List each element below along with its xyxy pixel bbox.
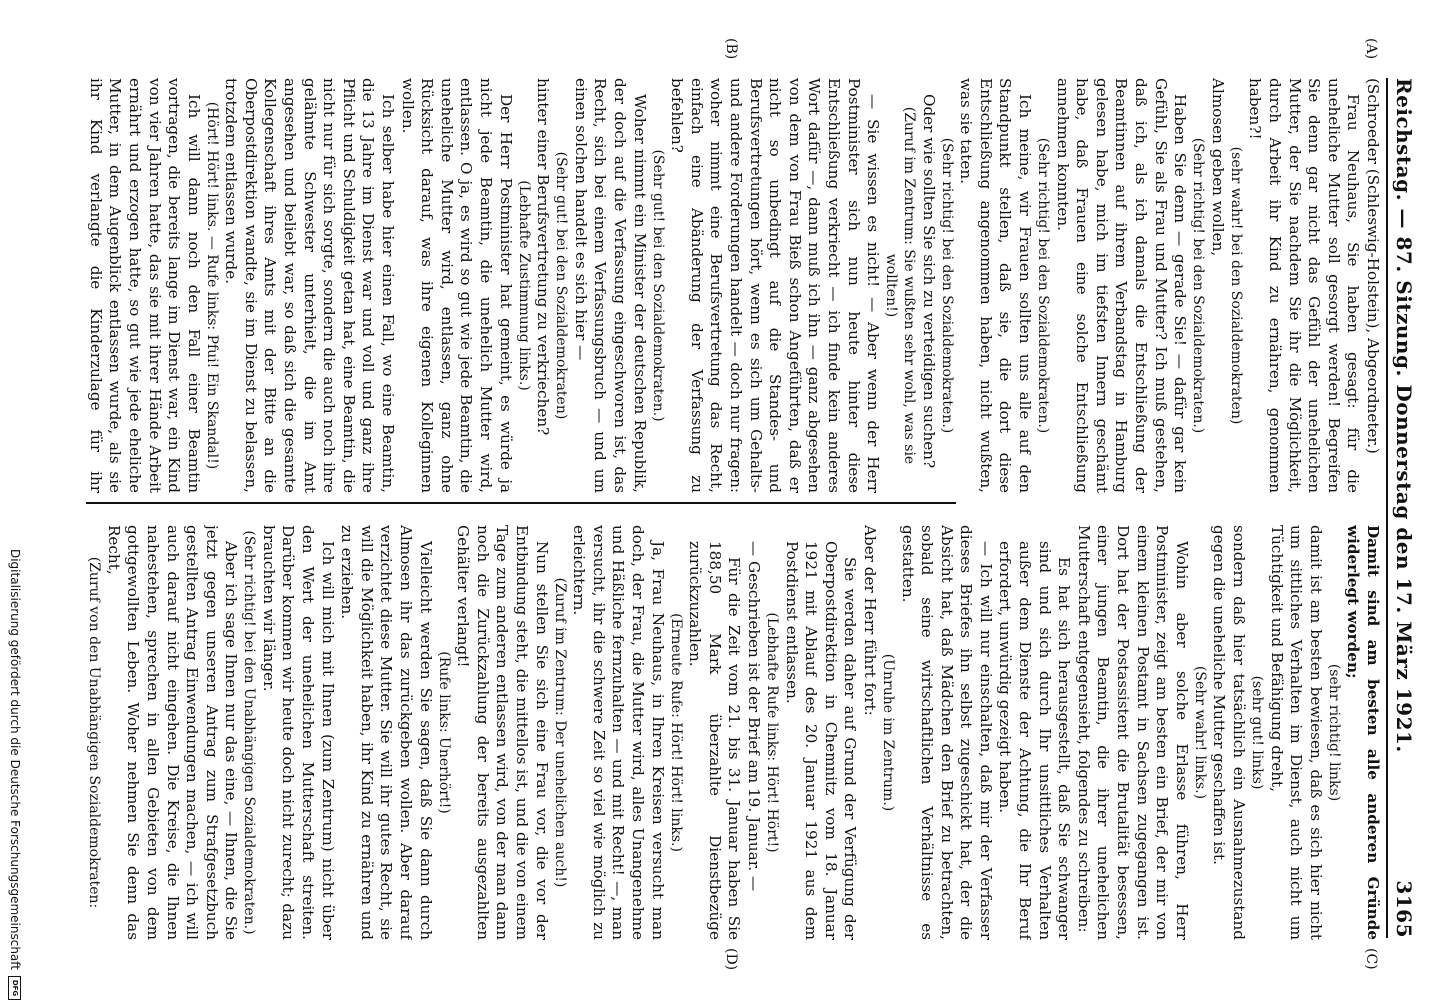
paragraph: Der Herr Postminister hat gemeint, es würde ja nicht jede Beamtin, die unehelich Mutter wird, entlassen. O ja, es wird so gut wie jede Beamtin, die uneheliche Mutter wird, entlassen, ganz ohne Rücksicht darauf, was ihre eigenen Kolleginnen wollen. bbox=[398, 78, 515, 493]
interjection: (sehr richtig! links) bbox=[1325, 663, 1342, 802]
paragraph: Ja, Frau Neuhaus, in Ihren Kreisen versucht man doch, der Frau, die Mutter wird, alles Unangenehme und Häßliche fernzuhalten — und mit Recht! —, man versucht, ihr die schwere Zeit so viel wie möglich zu erleichtern. bbox=[570, 525, 667, 940]
interjection: (Lebhafte Rufe links: Hört! Hört!) bbox=[763, 612, 780, 853]
interjection: (Sehr gut! bei den Sozialdemokraten) bbox=[553, 151, 570, 420]
interjection: (Sehr richtig! bei den Sozialdemokraten.) bbox=[1190, 137, 1207, 434]
paragraph: damit ist am besten bewiesen, daß es sich hier nicht um sittliches Verhalten im Dienst, auch nicht um Tüchtigkeit und Befähigung dreht, bbox=[1267, 525, 1325, 940]
paragraph: — Geschrieben ist der Brief am 19. Januar. — bbox=[744, 541, 763, 892]
quoted-letter: Für die Zeit vom 21. bis 31. Januar haben Sie 188,50 Mark überzahlte Dienstbezüge zurückzuzahlen. bbox=[686, 541, 744, 940]
quoted-letter: Sie werden daher auf Grund der Verfügung der Oberpostdirektion in Chemnitz vom 18. Januar 1921 mit Ablauf des 20. Januar 1921 aus dem Postdienst entlassen. bbox=[782, 541, 860, 940]
paragraph: hinter einer Berufsvertretung zu verkriechen? bbox=[534, 78, 553, 436]
interjection: (Erneute Rufe: Hört! Hört! links.) bbox=[667, 613, 684, 852]
interjection: (Sehr richtig! bei den Unabhängigen Sozialdemokraten.) bbox=[241, 530, 258, 935]
interjection: (Zuruf im Zentrum: Sie wußten sehr wohl, was sie wollten!) bbox=[883, 106, 918, 465]
paragraph: Vielleicht werden Sie sagen, daß Sie dann durch Almosen ihr das zurückgeben wollen. Aber darauf verzichtet diese Mutter. Sie will ihr gutes Recht, sie will die Möglichkeit haben, ihr Kind zu ernähren und zu erziehen. bbox=[338, 525, 435, 940]
interjection: (Lebhafte Zustimmung links.) bbox=[515, 180, 532, 391]
paragraph: Ich will dann noch den Fall einer Beamtin vortragen, die bereits lange im Dienst war, ein Kind von vier Jahren hatte, das sie mit ihrer Hände Arbeit ernährt und erzogen hatte, so gut wie jede eheliche Mutter, in dem Augenblick entlassen wurde, als sie ihr Kind verlangte die Kinderzulage für ihr bbox=[86, 78, 203, 493]
interjection: (Sehr gut! bei den Sozialdemokraten.) bbox=[649, 149, 666, 422]
interjection: (Sehr richtig! bei den Sozialdemokraten.) bbox=[1035, 137, 1052, 434]
text-column-right bbox=[86, 525, 1382, 940]
page-number: 3165 bbox=[1392, 880, 1416, 938]
page-header bbox=[1386, 78, 1426, 938]
paragraph: sondern daß hier tatsächlich ein Ausnahmezustand gegen die uneheliche Mutter geschaffen ist. bbox=[1210, 525, 1249, 940]
interjection: (Rufe links: Unerhört!) bbox=[435, 651, 452, 814]
interjection: (Unruhe im Zentrum.) bbox=[879, 653, 896, 812]
header-title: Reichstag. — 87. Sitzung. Donnerstag den 17. März 1921. bbox=[1392, 78, 1416, 753]
margin-marker-c: (C) bbox=[1363, 948, 1379, 970]
paragraph: — Ich will nur einschalten, daß mir der Verfasser dieses Briefes ihn selbst zugeschickt hat, der die Absicht hat, daß Mädchen den Brief zu betrachten, sobald seine wirtschaftlichen Verhältnisse es gestatten. bbox=[898, 525, 995, 940]
dfg-logo: DFG bbox=[9, 976, 22, 1000]
paragraph: Damit sind am besten alle anderen Gründe widerlegt worden; bbox=[1344, 525, 1382, 940]
paragraph: Nun stellen Sie sich eine Frau vor, die vor der Entbindung steht, die mittellos ist, und die von einem Tage zum anderen entlassen wird, von der man dann noch die Zurückzahlung der bereits ausgezahlten Gehälter verlangt! bbox=[454, 525, 551, 940]
interjection: (Zuruf im Zentrum: Der unehelichen auch!) bbox=[551, 577, 568, 888]
paragraph: — Sie wissen es nicht! — Aber wenn der Herr Postminister sich nun heute hinter diese Entschließung verkriecht — ich finde kein anderes Wort dafür —, dann muß ich ihn — ganz abgesehen von dem von Frau Bieß schon Angeführten, daß er nicht so unbedingt auf die Standes- und Berufsvertretungen hört, wenn es sich um Gehalts- und andere Forderungen handelt — doch nur fragen: woher nimmt eine Berufsvertretung das Recht, einfach eine Abänderung der Verfassung zu befehlen? bbox=[668, 78, 883, 493]
interjection: (Zuruf von den Unabhängigen Sozialdemokraten: bbox=[86, 556, 103, 909]
paragraph: Frau Neuhaus, Sie haben gesagt: für die uneheliche Mutter soll gesorgt werden! Begreifen Sie denn gar nicht das Gefühl der unehelichen Mutter, der Sie nachdem Sie ihr die Möglichkeit, durch Arbeit ihr Kind zu ernähren, genommen haben?! bbox=[1246, 78, 1363, 493]
paragraph: Ich will mich mit Ihnen (zum Zentrum) nicht über den Wert der unehelichen Mutterschaft streiten. Darüber kommen wir heute doch nicht zurecht; dazu brauchten wir länger. bbox=[259, 525, 337, 940]
interjection: (Sehr richtig! bei den Sozialdemokraten.) bbox=[938, 137, 955, 434]
paragraph: Ich selber habe hier einen Fall, wo eine Beamtin, die 13 Jahre im Dienst war und voll und ganz ihre Pflicht und Schuldigkeit getan hat, eine Beamtin, die nicht nur für sich sorgte, sondern die auch noch ihre gelähmte Schwester unterhielt, die im Amt angesehen und beliebt war, so daß sich die gesamte Kollegenschaft ihres Amts mit der Bitte an die Oberpostdirektion wandte, sie im Dienst zu belassen, trotzdem entlassen wurde. bbox=[222, 78, 398, 493]
margin-marker-d: (D) bbox=[723, 948, 739, 971]
column-divider bbox=[86, 502, 956, 504]
margin-marker-a: (A) bbox=[1363, 38, 1379, 60]
text-column-left bbox=[86, 78, 1382, 493]
paragraph: Aber der Herr führt fort: bbox=[860, 525, 879, 716]
paragraph: (Schroeder (Schleswig-Holstein), Abgeordneter.) bbox=[1364, 78, 1382, 454]
paragraph: Almosen geben wollen, bbox=[1208, 78, 1227, 257]
footer-credit bbox=[0, 0, 30, 1000]
credit-text: Digitalisierung gefördert durch die Deutsche Forschungsgemeinschaft bbox=[8, 548, 22, 970]
interjection: (Hört! Hört! links. — Rufe links: Pfui! Ein Skandal!) bbox=[203, 101, 220, 470]
paragraph: Wohin aber solche Erlasse führen, Herr Postminister, zeigt am besten ein Brief, der mir von einem kleinen Postamt in Sachsen zugegangen ist. Dort hat der Postassistent die Brutalität besessen, einer jungen Beamtin, die ihrer unehelichen Mutterschaft entgegensieht, folgendes zu schreiben: bbox=[1074, 525, 1191, 940]
quoted-letter: Es hat sich herausgestellt, daß Sie schwanger sind und sich durch Ihr unsittliches Verhalten außer dem Dienste der Achtung, die Ihr Beruf erfordert, unwürdig gezeigt haben. bbox=[996, 541, 1074, 940]
paragraph: Oder wie sollten Sie sich zu verteidigen suchen? bbox=[919, 94, 938, 469]
margin-marker-b: (B) bbox=[723, 38, 739, 60]
interjection: (sehr wahr! bei den Sozialdemokraten) bbox=[1227, 146, 1244, 425]
paragraph: Haben Sie denn — gerade Sie! — dafür gar kein Gefühl, Sie als Frau und Mutter? Ich muß gestehen, daß ich, als ich damals die Entschließung der Beamtinnen auf ihrem Verbandstag in Hamburg gelesen habe, mich im tiefsten Innern geschämt habe, daß Frauen eine solche Entschließung annehmen konnten. bbox=[1053, 78, 1190, 493]
paragraph: Woher nimmt ein Minister der deutschen Republik, der doch auf die Verfassung eingeschworen ist, das Recht, sich bei einem Verfassungsbruch — und um einen solchen handelt es sich hier — bbox=[571, 78, 649, 493]
paragraph: Aber ich sage Ihnen nur das eine, — Ihnen, die Sie jetzt gegen unseren Antrag zum Strafgesetzbuch gestellten Antrag Einwendungen machen, — ich will auch darauf nicht eingehen. Die Kreise, die Ihnen nahestehen, sprechen in allen Gebieten von dem gottgewollten Leben. Woher nehmen Sie denn das Recht, bbox=[104, 525, 241, 940]
interjection: (Sehr wahr! links.) bbox=[1191, 665, 1208, 800]
paragraph: Ich meine, wir Frauen sollten uns alle auf den Standpunkt stellen, daß sie, die dort diese Entschließung angenommen haben, nicht wußten, was sie taten. bbox=[957, 78, 1035, 493]
interjection: (sehr gut! links) bbox=[1249, 675, 1266, 790]
